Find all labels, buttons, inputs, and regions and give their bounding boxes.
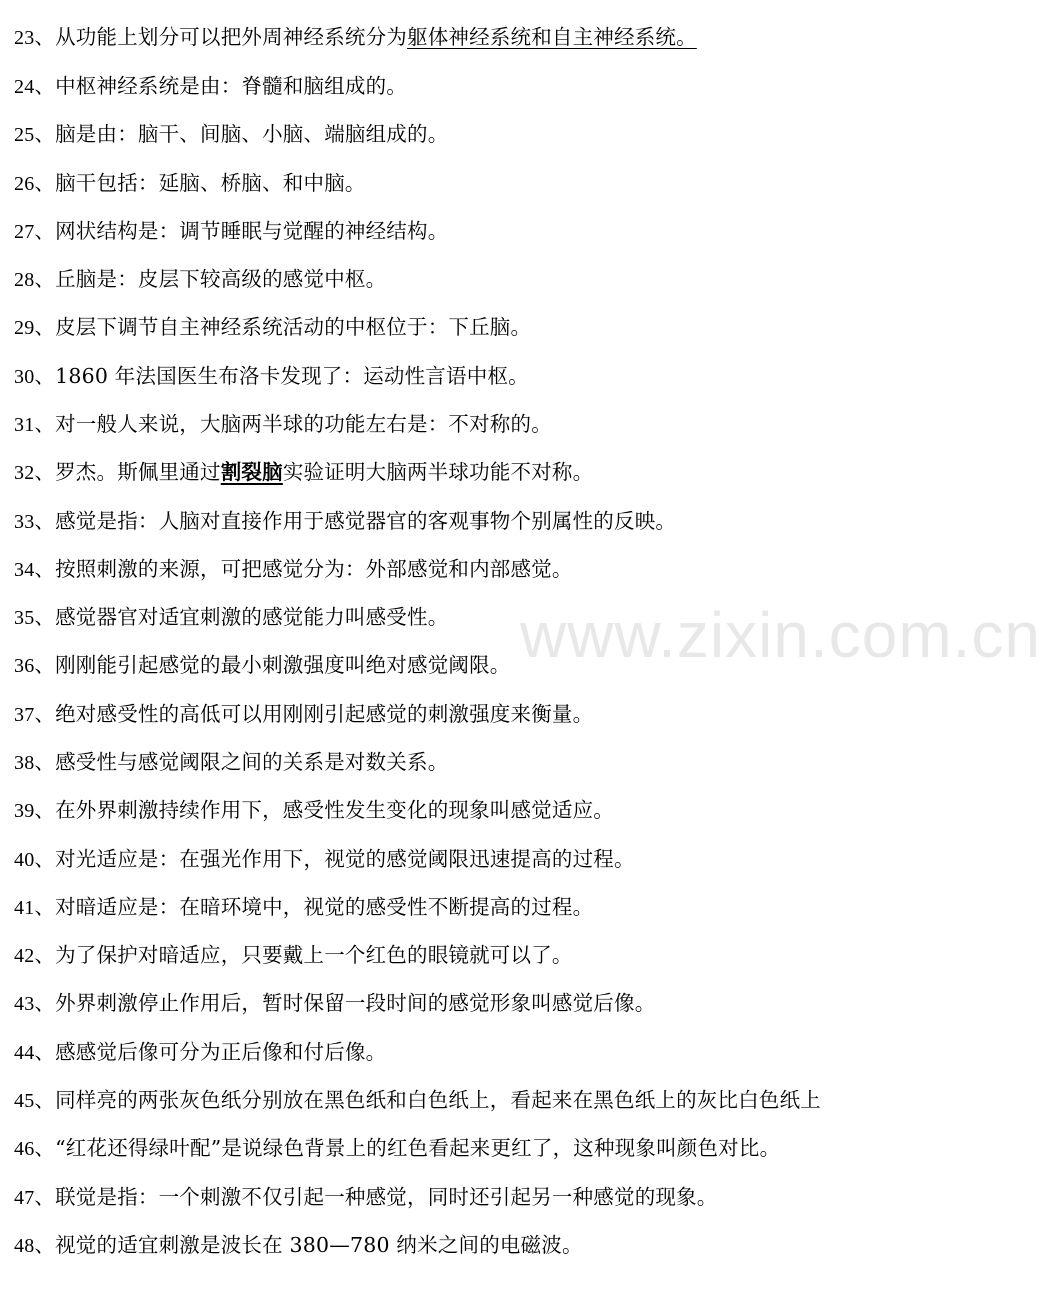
item-separator: 、 (34, 460, 56, 484)
item-number: 26 (14, 173, 35, 195)
list-item (14, 844, 920, 874)
item-separator: 、 (34, 605, 56, 629)
item-separator: 、 (34, 557, 56, 581)
item-text: 绝对感受性的高低可以用刚刚引起感觉的刺激强度来衡量。 (55, 702, 594, 726)
item-number: 42 (14, 945, 35, 967)
item-number: 33 (14, 511, 35, 533)
item-separator: 、 (34, 412, 56, 436)
item-text: 感觉是指：人脑对直接作用于感觉器官的客观事物个别属性的反映。 (55, 509, 677, 533)
item-separator: 、 (34, 943, 56, 967)
item-text: 脑是由：脑干、间脑、小脑、端脑组成的。 (55, 122, 449, 146)
item-number: 30 (14, 366, 35, 388)
list-item (14, 699, 920, 729)
item-number: 31 (14, 414, 35, 436)
item-number: 40 (14, 849, 35, 871)
list-item (14, 457, 920, 487)
list-item (14, 216, 920, 246)
item-separator: 、 (34, 74, 56, 98)
item-separator: 、 (34, 25, 56, 49)
list-item (14, 795, 920, 825)
item-text: 外界刺激停止作用后，暂时保留一段时间的感觉形象叫感觉后像。 (55, 991, 656, 1015)
item-text: 丘脑是：皮层下较高级的感觉中枢。 (55, 267, 387, 291)
list-item (14, 892, 920, 922)
item-separator: 、 (34, 895, 56, 919)
item-text: 网状结构是：调节睡眠与觉醒的神经结构。 (55, 219, 449, 243)
item-text: 刚刚能引起感觉的最小刺激强度叫绝对感觉阈限。 (55, 653, 511, 677)
item-separator: 、 (34, 364, 56, 388)
item-text: 感觉器官对适宜刺激的感觉能力叫感受性。 (55, 605, 449, 629)
item-text: 为了保护对暗适应，只要戴上一个红色的眼镜就可以了。 (55, 943, 573, 967)
item-text: 皮层下调节自主神经系统活动的中枢位于：下丘脑。 (55, 315, 532, 339)
item-number: 39 (14, 800, 35, 822)
item-text: 对光适应是：在强光作用下，视觉的感觉阈限迅速提高的过程。 (55, 847, 635, 871)
item-number: 48 (14, 1235, 35, 1257)
item-separator: 、 (34, 653, 56, 677)
bold-underlined-term: 割裂脑 (220, 460, 283, 484)
item-number: 44 (14, 1042, 35, 1064)
list-item (14, 168, 920, 198)
item-separator: 、 (34, 315, 56, 339)
item-number: 35 (14, 607, 35, 629)
list-item (14, 409, 920, 439)
item-number: 34 (14, 559, 35, 581)
list-item (14, 554, 920, 584)
watermark: www.zixin.com.cn (520, 599, 1041, 671)
list-item (14, 22, 920, 52)
item-number: 43 (14, 993, 35, 1015)
list-item (14, 264, 920, 294)
item-separator: 、 (34, 1136, 56, 1160)
item-text: 联觉是指：一个刺激不仅引起一种感觉，同时还引起另一种感觉的现象。 (55, 1185, 718, 1209)
item-number: 28 (14, 269, 35, 291)
item-number: 24 (14, 76, 35, 98)
item-separator: 、 (34, 122, 56, 146)
list-item (14, 506, 920, 536)
item-separator: 、 (34, 702, 56, 726)
list-item (14, 1037, 920, 1067)
list-item (14, 940, 920, 970)
item-text: 感感觉后像可分为正后像和付后像。 (55, 1040, 387, 1064)
item-separator: 、 (34, 1088, 56, 1112)
item-number: 32 (14, 462, 35, 484)
item-text: 罗杰。斯佩里通过 (55, 460, 221, 484)
list-item (14, 119, 920, 149)
item-text: 中枢神经系统是由：脊髓和脑组成的。 (55, 74, 408, 98)
item-number: 29 (14, 317, 35, 339)
item-separator: 、 (34, 1185, 56, 1209)
item-text: 感受性与感觉阈限之间的关系是对数关系。 (55, 750, 449, 774)
item-number: 38 (14, 752, 35, 774)
underlined-text: 躯体神经系统和自主神经系统。 (407, 25, 697, 49)
list-item (14, 1230, 920, 1260)
list-item (14, 602, 920, 632)
item-number: 25 (14, 124, 35, 146)
item-number: 47 (14, 1187, 35, 1209)
item-separator: 、 (34, 847, 56, 871)
list-item (14, 747, 920, 777)
item-separator: 、 (34, 171, 56, 195)
list-item (14, 361, 920, 391)
item-separator: 、 (34, 1040, 56, 1064)
item-number: 45 (14, 1090, 35, 1112)
item-text: 按照刺激的来源，可把感觉分为：外部感觉和内部感觉。 (55, 557, 573, 581)
item-number: 36 (14, 655, 35, 677)
item-text: 对暗适应是：在暗环境中，视觉的感受性不断提高的过程。 (55, 895, 594, 919)
list-item (14, 650, 920, 680)
item-text: 对一般人来说，大脑两半球的功能左右是：不对称的。 (55, 412, 552, 436)
list-item (14, 71, 920, 101)
item-separator: 、 (34, 798, 56, 822)
item-separator: 、 (34, 267, 56, 291)
item-number: 27 (14, 221, 35, 243)
item-text: 在外界刺激持续作用下，感受性发生变化的现象叫感觉适应。 (55, 798, 615, 822)
item-text: 同样亮的两张灰色纸分别放在黑色纸和白色纸上，看起来在黑色纸上的灰比白色纸上 (55, 1088, 822, 1112)
list-item (14, 1085, 920, 1115)
item-text: “红花还得绿叶配”是说绿色背景上的红色看起来更红了，这种现象叫颜色对比。 (55, 1136, 781, 1160)
item-separator: 、 (34, 991, 56, 1015)
list-item (14, 1133, 920, 1163)
item-number: 46 (14, 1138, 35, 1160)
item-number: 23 (14, 27, 35, 49)
list-item (14, 988, 920, 1018)
item-number: 37 (14, 704, 35, 726)
item-text: 实验证明大脑两半球功能不对称。 (282, 460, 594, 484)
item-number: 41 (14, 897, 35, 919)
item-separator: 、 (34, 219, 56, 243)
item-text: 脑干包括：延脑、桥脑、和中脑。 (55, 171, 366, 195)
list-item (14, 312, 920, 342)
item-text: 视觉的适宜刺激是波长在 380—780 纳米之间的电磁波。 (55, 1233, 583, 1257)
item-text: 1860 年法国医生布洛卡发现了：运动性言语中枢。 (55, 364, 529, 388)
item-separator: 、 (34, 750, 56, 774)
item-separator: 、 (34, 509, 56, 533)
item-separator: 、 (34, 1233, 56, 1257)
item-text: 从功能上划分可以把外周神经系统分为 (55, 25, 408, 49)
list-item (14, 1182, 920, 1212)
